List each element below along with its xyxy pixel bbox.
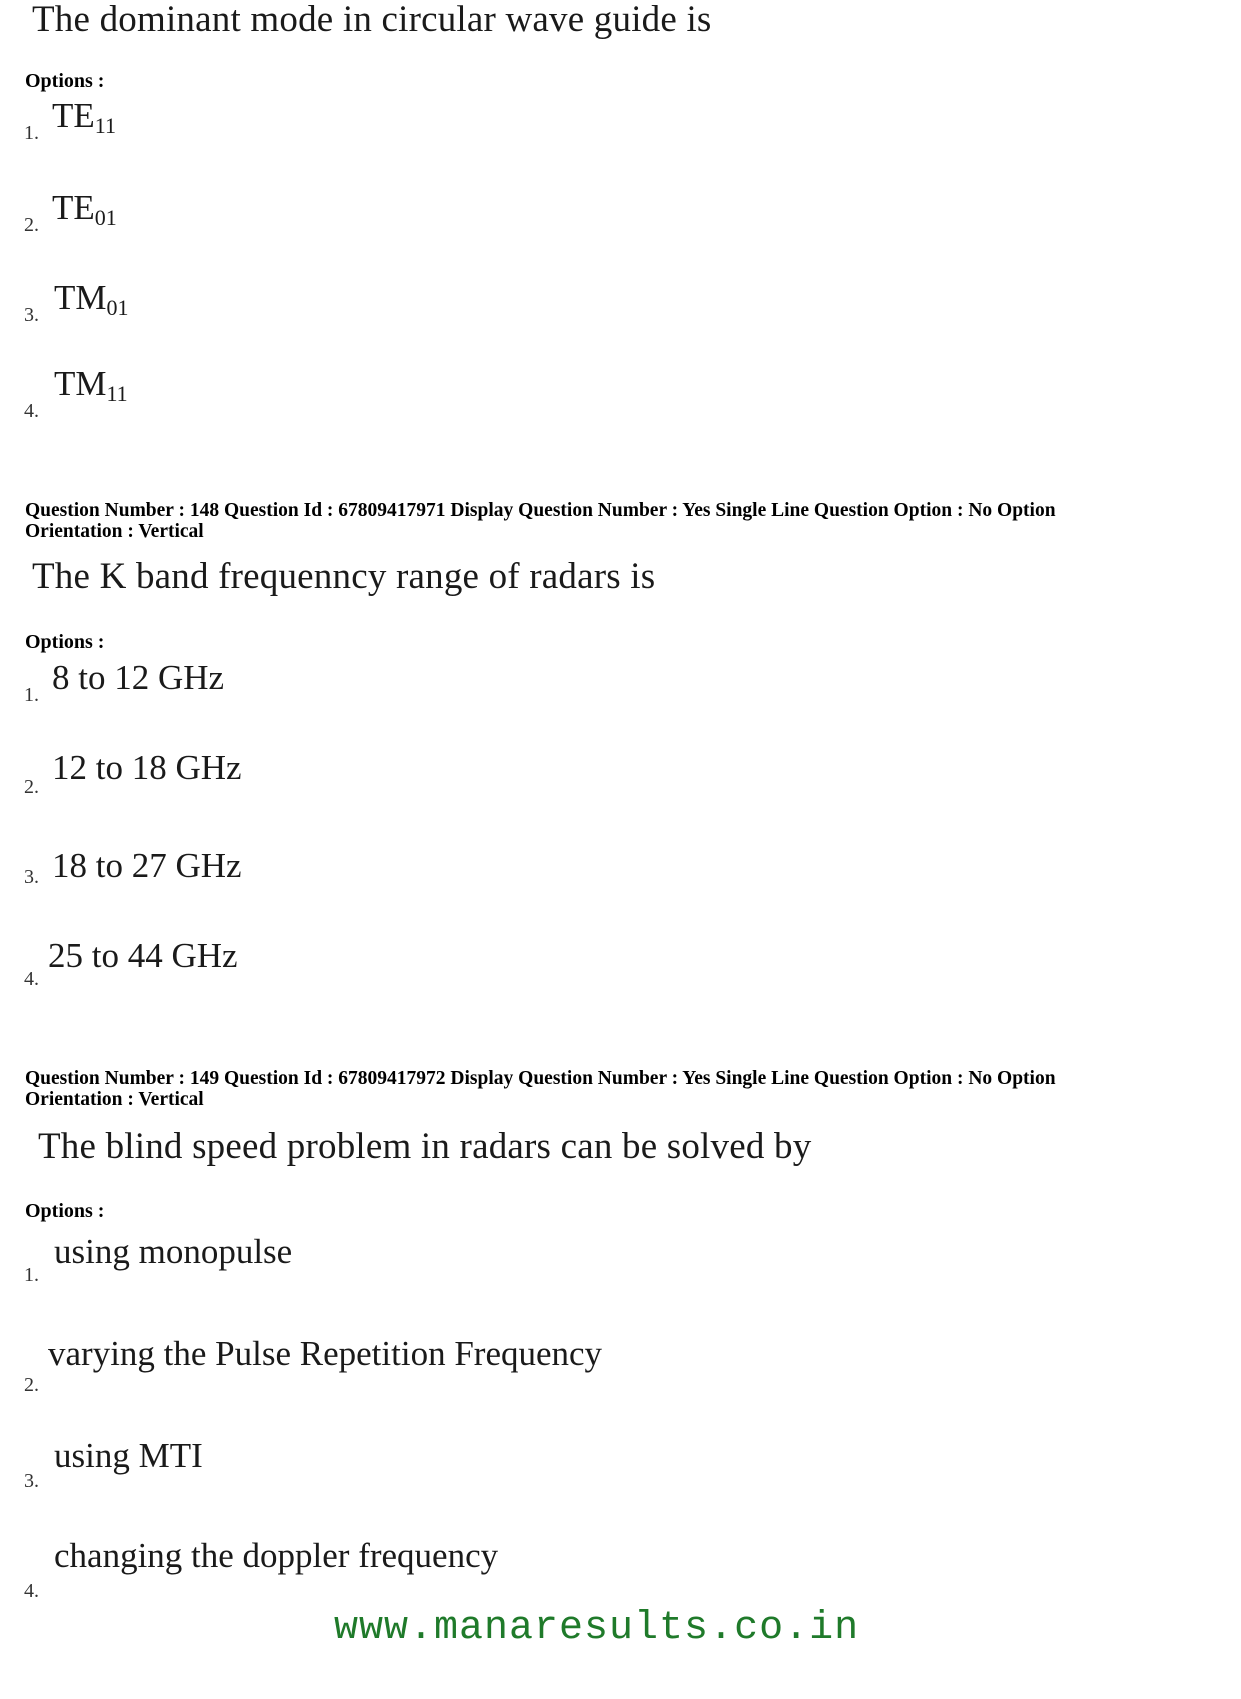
option-text: $TE_{01}$	[52, 188, 117, 230]
option-text: changing the doppler frequency	[54, 1536, 499, 1575]
option-number: 2.	[24, 776, 39, 798]
option-text: $TM_{11}$	[54, 364, 128, 406]
question-text: The dominant mode in circular wave guide is	[32, 0, 712, 40]
option-number: 3.	[24, 866, 39, 888]
option-text: varying the Pulse Repetition Frequency	[48, 1334, 603, 1373]
option-number: 4.	[24, 400, 39, 422]
option-number: 4.	[24, 968, 39, 990]
options-label: Options :	[25, 631, 105, 653]
option-number: 1.	[24, 1264, 39, 1286]
option-text: 8 to 12 GHz	[52, 658, 225, 697]
option-text: 18 to 27 GHz	[52, 846, 242, 885]
option-number: 4.	[24, 1580, 39, 1602]
option-number: 3.	[24, 1470, 39, 1492]
question-meta: Question Number : 149 Question Id : 67809417972 Display Question Number : Yes Single Line Question Option : No Option Orientation : Vertical	[25, 1068, 1056, 1110]
question-meta: Question Number : 148 Question Id : 67809417971 Display Question Number : Yes Single Line Question Option : No Option Orientation : Vertical	[25, 500, 1056, 542]
option-text: $TE_{11}$	[52, 96, 116, 138]
options-label: Options :	[25, 70, 105, 92]
watermark-url: www.manaresults.co.in	[334, 1606, 860, 1651]
option-text: 25 to 44 GHz	[48, 936, 238, 975]
option-text: using MTI	[54, 1436, 203, 1475]
option-number: 1.	[24, 684, 39, 706]
option-number: 2.	[24, 1374, 39, 1396]
option-text: 12 to 18 GHz	[52, 748, 242, 787]
option-text: $TM_{01}$	[54, 278, 129, 320]
option-number: 2.	[24, 214, 39, 236]
options-label: Options :	[25, 1200, 105, 1222]
option-number: 1.	[24, 122, 39, 144]
option-text: using monopulse	[54, 1232, 293, 1271]
option-number: 3.	[24, 304, 39, 326]
question-text: The K band frequenncy range of radars is	[32, 556, 656, 597]
question-text: The blind speed problem in radars can be solved by	[38, 1126, 812, 1167]
